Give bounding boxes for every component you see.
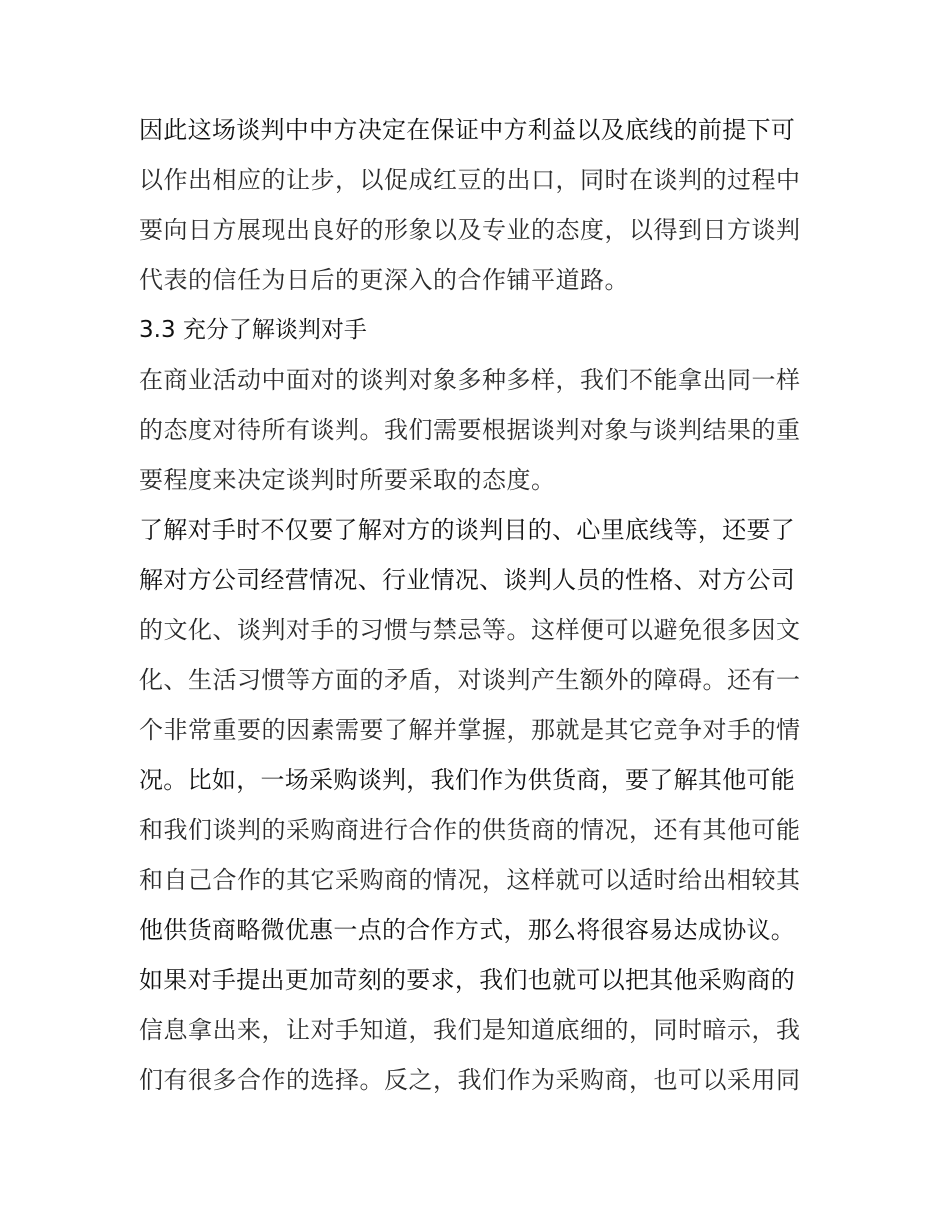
text-line-10: 解对方公司经营情况、行业情况、谈判人员的性格、对方公司 [139,566,796,594]
text-line-17: 他供货商略微优惠一点的合作方式，那么将很容易达成协议。 [139,916,796,944]
text-line-4: 代表的信任为日后的更深入的合作铺平道路。 [139,266,629,294]
text-line-1: 因此这场谈判中中方决定在保证中方利益以及底线的前提下可 [139,116,796,144]
text-line-15: 和我们谈判的采购商进行合作的供货商的情况，还有其他可能 [139,816,801,844]
text-line-12: 化、生活习惯等方面的矛盾，对谈判产生额外的障碍。还有一 [139,666,801,694]
section-heading: 3.3 充分了解谈判对手 [139,317,367,343]
text-line-14: 况。比如，一场采购谈判，我们作为供货商，要了解其他可能 [139,766,796,794]
text-line-7: 的态度对待所有谈判。我们需要根据谈判对象与谈判结果的重 [139,416,801,444]
text-line-2: 以作出相应的让步，以促成红豆的出口，同时在谈判的过程中 [139,166,801,194]
text-line-6: 在商业活动中面对的谈判对象多种多样，我们不能拿出同一样 [139,366,801,394]
text-line-16: 和自己合作的其它采购商的情况，这样就可以适时给出相较其 [139,866,801,894]
text-line-3: 要向日方展现出良好的形象以及专业的态度，以得到日方谈判 [139,216,801,244]
text-line-8: 要程度来决定谈判时所要采取的态度。 [139,466,556,494]
text-line-11: 的文化、谈判对手的习惯与禁忌等。这样便可以避免很多因文 [139,616,801,644]
text-line-20: 们有很多合作的选择。反之，我们作为采购商，也可以采用同 [139,1066,801,1094]
text-line-13: 个非常重要的因素需要了解并掌握，那就是其它竞争对手的情 [139,716,801,744]
text-line-18: 如果对手提出更加苛刻的要求，我们也就可以把其他采购商的 [139,966,796,994]
text-line-19: 信息拿出来，让对手知道，我们是知道底细的，同时暗示，我 [139,1016,801,1044]
text-line-9: 了解对手时不仅要了解对方的谈判目的、心里底线等，还要了 [139,516,796,544]
